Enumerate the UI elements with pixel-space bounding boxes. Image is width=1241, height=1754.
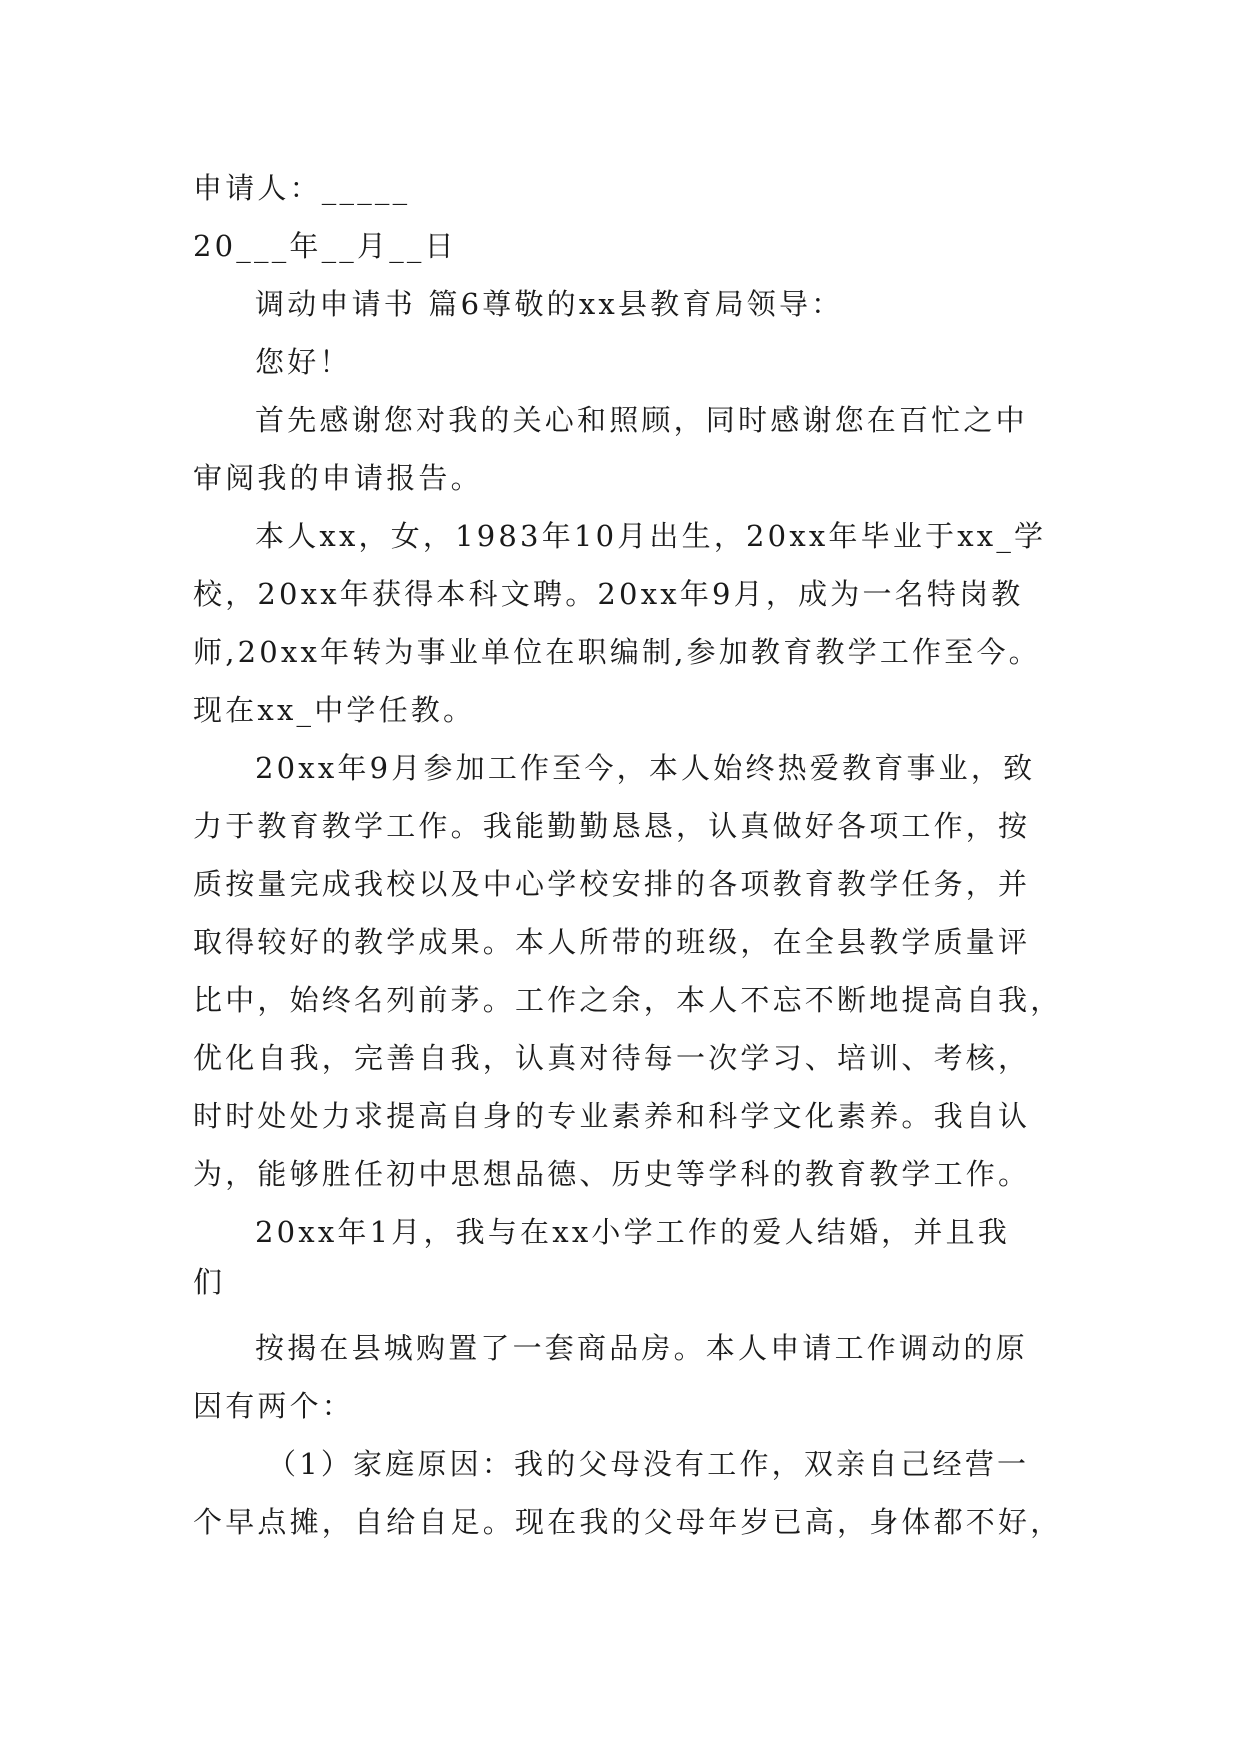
paragraph-line: 现在xx_中学任教。 <box>193 693 476 727</box>
paragraph-line: 校，20xx年获得本科文聘。20xx年9月，成为一名特岗教 <box>193 577 1024 611</box>
applicant-signature-line: 申请人：_____ <box>193 171 411 205</box>
document-title-salutation: 调动申请书 篇6尊敬的xx县教育局领导： <box>255 287 844 321</box>
paragraph-line: 力于教育教学工作。我能勤勤恳恳，认真做好各项工作，按 <box>193 809 1031 843</box>
paragraph-line: 为，能够胜任初中思想品德、历史等学科的教育教学工作。 <box>193 1157 1031 1191</box>
paragraph-line: 按揭在县城购置了一套商品房。本人申请工作调动的原 <box>255 1331 1028 1365</box>
paragraph-line: 个早点摊，自给自足。现在我的父母年岁已高，身体都不好， <box>193 1505 1063 1539</box>
paragraph-line: 比中，始终名列前茅。工作之余，本人不忘不断地提高自我， <box>193 983 1063 1017</box>
paragraph-line: 首先感谢您对我的关心和照顾，同时感谢您在百忙之中 <box>255 403 1028 437</box>
paragraph-line: 时时处处力求提高自身的专业素养和科学文化素养。我自认 <box>193 1099 1031 1133</box>
paragraph-line: 20xx年9月参加工作至今，本人始终热爱教育事业，致 <box>255 751 1036 785</box>
date-line: 20___年__月__日 <box>193 229 457 263</box>
paragraph-line: （1）家庭原因：我的父母没有工作，双亲自己经营一 <box>267 1447 1030 1481</box>
paragraph-line: 审阅我的申请报告。 <box>193 461 483 495</box>
paragraph-line: 本人xx，女，1983年10月出生，20xx年毕业于xx_学 <box>255 519 1047 553</box>
greeting: 您好！ <box>255 345 352 379</box>
paragraph-line: 师,20xx年转为事业单位在职编制,参加教育教学工作至今。 <box>193 635 1041 669</box>
paragraph-line: 优化自我，完善自我，认真对待每一次学习、培训、考核， <box>193 1041 1031 1075</box>
paragraph-line: 因有两个： <box>193 1389 355 1423</box>
paragraph-line: 20xx年1月，我与在xx小学工作的爱人结婚，并且我 <box>255 1215 1010 1249</box>
paragraph-line: 们 <box>193 1265 226 1299</box>
paragraph-line: 质按量完成我校以及中心学校安排的各项教育教学任务，并 <box>193 867 1031 901</box>
paragraph-line: 取得较好的教学成果。本人所带的班级，在全县教学质量评 <box>193 925 1031 959</box>
